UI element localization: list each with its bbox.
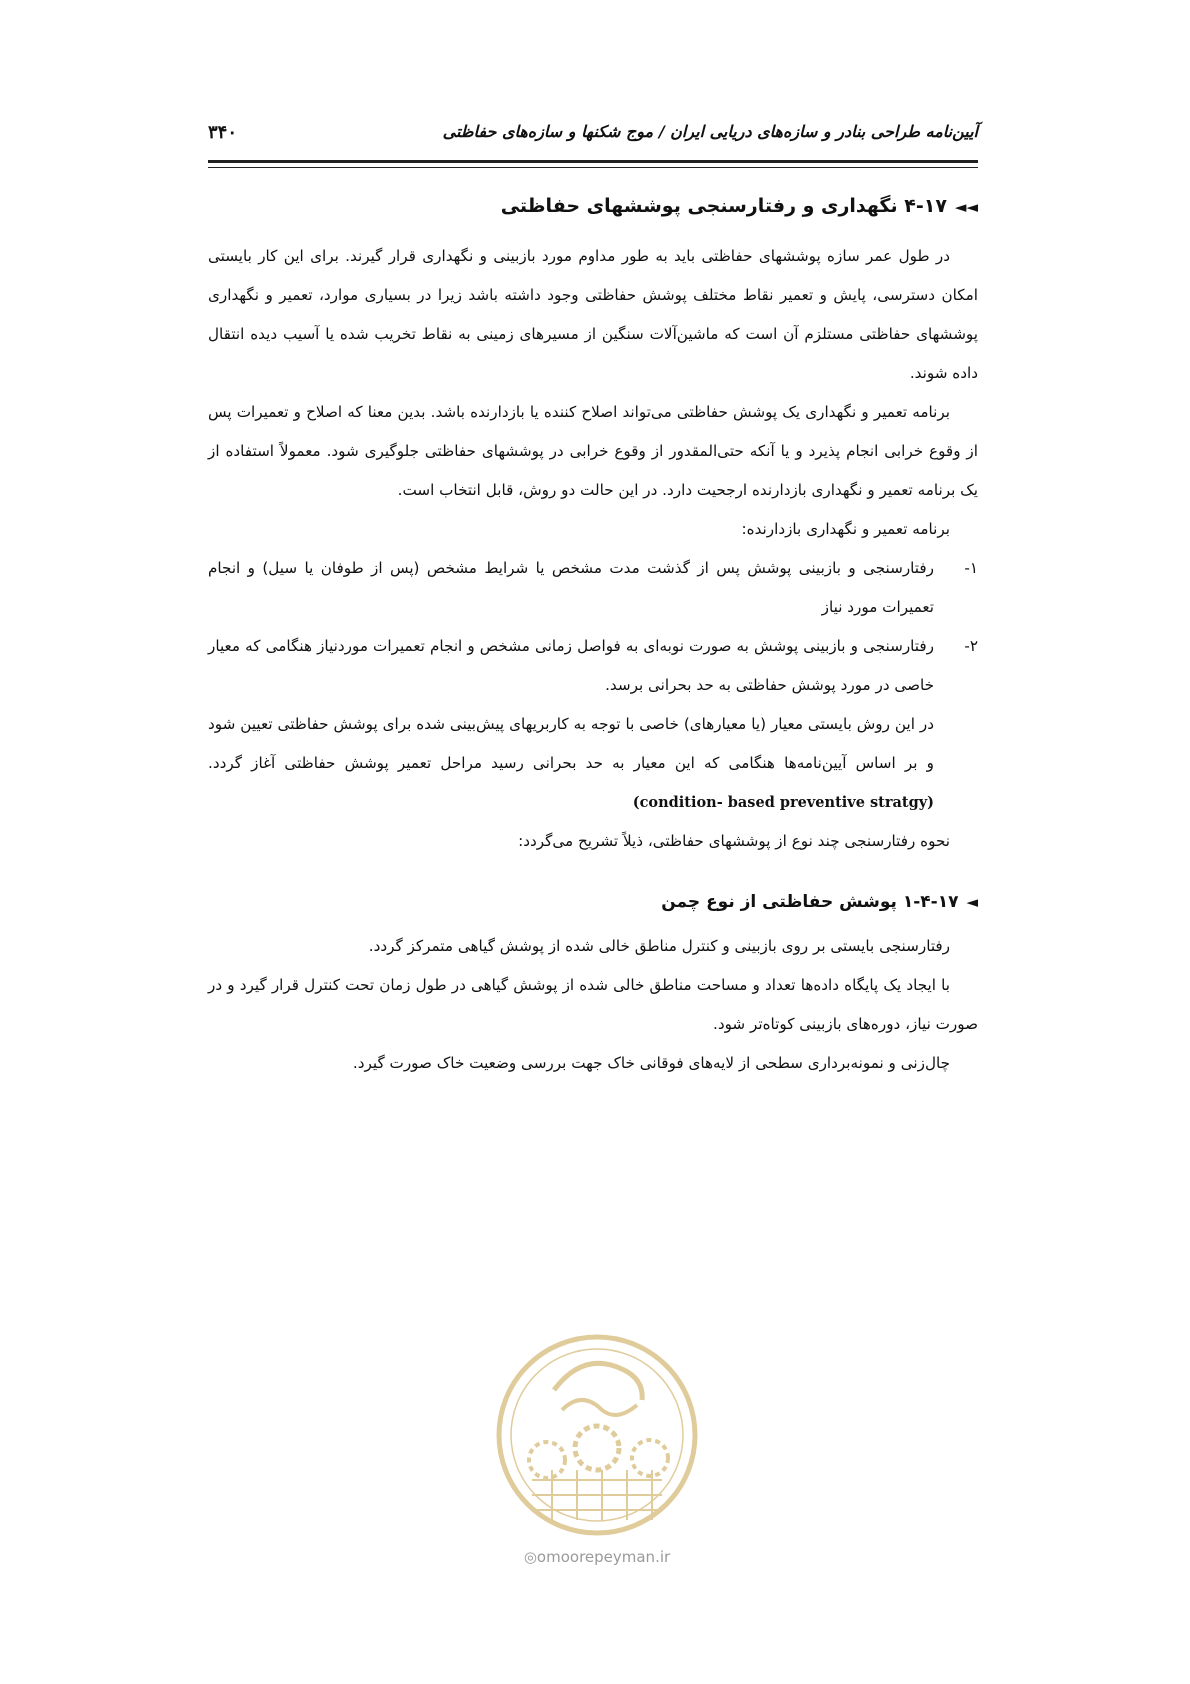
body-paragraph: رفتارسنجی بایستی بر روی بازبینی و کنترل مناطق خالی شده از پوشش گیاهی متمرکز گردد.: [368, 937, 950, 955]
list-number: ۲-: [964, 637, 978, 655]
subsection-heading: [208, 887, 978, 917]
list-item: [208, 627, 978, 705]
list-text: رفتارسنجی و بازبینی پوشش پس از گذشت مدت مشخص یا شرایط مشخص (پس از طوفان یا سیل) و انجام تعمیرات مورد نیاز: [208, 559, 934, 616]
method-text: در این روش بایستی معیار (یا معیارهای) خاصی با توجه به کاربریهای پیش‌بینی شده برای پوشش حفاظتی تعیین شود و بر اساس آیین‌نامه‌ها هنگامی که این معیار به حد بحرانی رسید مراحل تعمیر پوشش حفاظتی آغاز گردد.: [208, 715, 934, 772]
method-paragraph: [208, 705, 978, 822]
running-title: آیین‌نامه طراحی بنادر و سازه‌های دریایی ایران / موج شکنها و سازه‌های حفاظتی: [442, 122, 978, 141]
section-heading-text: ۴-۱۷ نگهداری و رفتارسنجی پوششهای حفاظتی: [500, 195, 947, 217]
watermark-caption: [470, 1548, 724, 1566]
subsection-heading-text: ۱-۴-۱۷ پوشش حفاظتی از نوع چمن: [661, 892, 959, 912]
list-item: [208, 549, 978, 627]
watermark-url: omoorepeyman.ir: [536, 1548, 671, 1566]
list-number: ۱-: [964, 559, 978, 577]
body-paragraph: برنامه تعمیر و نگهداری بازدارنده:: [741, 520, 950, 538]
page-content: [208, 190, 978, 1083]
globe-icon: ◎: [523, 1548, 537, 1566]
watermark-logo: [492, 1330, 702, 1540]
page-number: ۳۴۰: [208, 122, 238, 143]
body-paragraph: چال‌زنی و نمونه‌برداری سطحی از لایه‌های فوقانی خاک جهت بررسی وضعیت خاک صورت گیرد.: [352, 1054, 950, 1072]
closing-paragraph: نحوه رفتارسنجی چند نوع از پوششهای حفاظتی، ذیلاً تشریح می‌گردد:: [518, 832, 950, 850]
arrow-icon: ◄: [966, 893, 978, 911]
method-term: (condition- based preventive stratgy): [632, 794, 934, 811]
body-paragraph: با ایجاد یک پایگاه داده‌ها تعداد و مساحت مناطق خالی شده از پوشش گیاهی در طول زمان تحت کنترل قرار گیرد و در صورت نیاز، دوره‌های بازبینی کوتاه‌تر شود.: [208, 976, 978, 1033]
body-paragraph: برنامه تعمیر و نگهداری یک پوشش حفاظتی می‌تواند اصلاح کننده یا بازدارنده باشد. بدین معنا که اصلاح و تعمیرات پس از وقوع خرابی انجام پذیرد و یا آنکه حتی‌المقدور از وقوع خرابی در پوششهای حفاظتی جلوگیری شود. معمولاً استفاده از یک برنامه تعمیر و نگهداری بازدارنده ارجحیت دارد. در این حالت دو روش، قابل انتخاب است.: [208, 403, 978, 499]
body-paragraph: در طول عمر سازه پوششهای حفاظتی باید به طور مداوم مورد بازبینی و نگهداری قرار گیرند. برای این کار بایستی امکان دسترسی، پایش و تعمیر نقاط مختلف پوشش حفاظتی وجود داشته باشد زیرا در بسیاری موارد، تعمیر و نگهداری پوششهای حفاظتی مستلزم آن است که ماشین‌آلات سنگین از مسیرهای زمینی به نقاط تخریب شده یا آسیب دیده انتقال داده شوند.: [208, 247, 978, 382]
header-rule-thin: [208, 167, 978, 168]
double-arrow-icon: ◄◄: [954, 198, 978, 216]
page-header: [208, 122, 978, 152]
list-text: رفتارسنجی و بازبینی پوشش به صورت نوبه‌ای به فواصل زمانی مشخص و انجام تعمیرات موردنیاز هنگامی که معیار خاصی در مورد پوشش حفاظتی به حد بحرانی برسد.: [208, 637, 934, 694]
header-rule-thick: [208, 160, 978, 163]
section-heading: [208, 190, 978, 223]
